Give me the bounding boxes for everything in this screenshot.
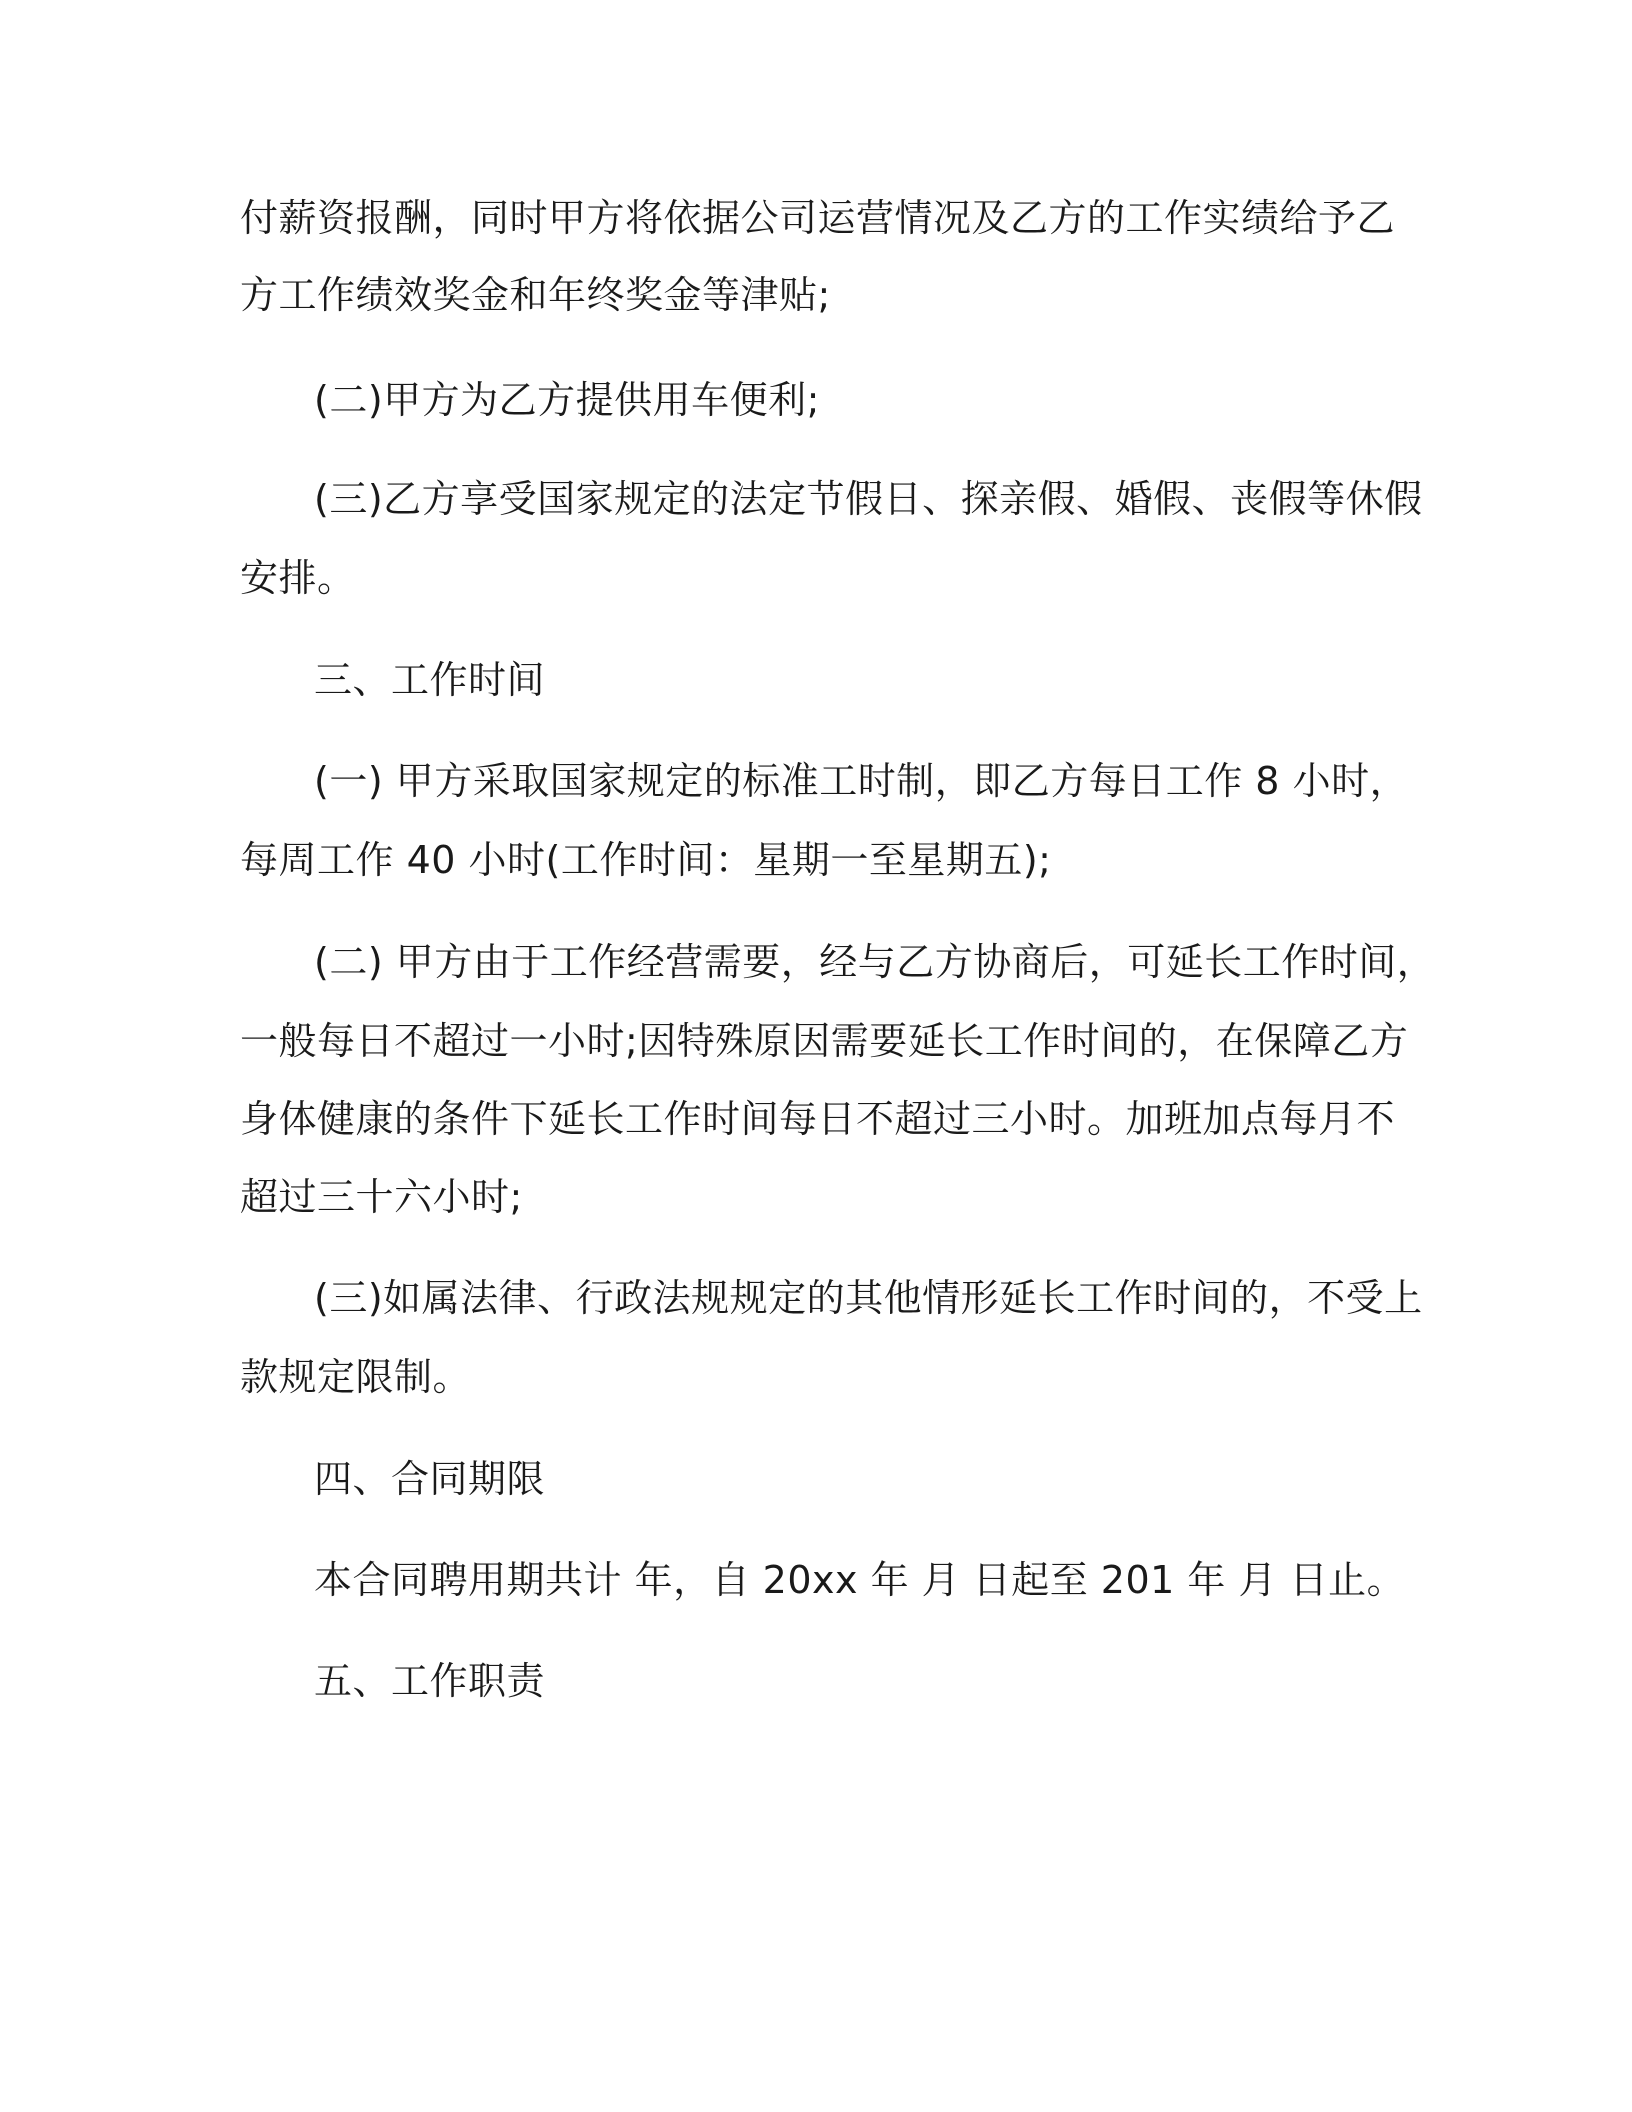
section-heading: 五、工作职责 — [314, 1659, 546, 1703]
text-line: (二)甲方为乙方提供用车便利; — [314, 378, 820, 422]
text-line: 款规定限制。 — [240, 1355, 472, 1399]
text-line: (三)乙方享受国家规定的法定节假日、探亲假、婚假、丧假等休假 — [314, 477, 1423, 521]
text-line: 超过三十六小时; — [240, 1175, 523, 1219]
section-heading: 四、合同期限 — [314, 1457, 546, 1501]
text-line: 付薪资报酬，同时甲方将依据公司运营情况及乙方的工作实绩给予乙 — [240, 196, 1396, 240]
text-line: 每周工作 40 小时(工作时间：星期一至星期五); — [240, 838, 1052, 882]
text-line: 安排。 — [240, 556, 356, 600]
section-heading: 三、工作时间 — [314, 658, 546, 702]
text-line: (三)如属法律、行政法规规定的其他情形延长工作时间的，不受上 — [314, 1276, 1423, 1320]
text-line: 身体健康的条件下延长工作时间每日不超过三小时。加班加点每月不 — [240, 1097, 1396, 1141]
text-line: (二) 甲方由于工作经营需要，经与乙方协商后，可延长工作时间， — [314, 940, 1436, 984]
text-line: 本合同聘用期共计 年，自 20xx 年 月 日起至 201 年 月 日止。 — [314, 1558, 1406, 1602]
text-line: 方工作绩效奖金和年终奖金等津贴; — [240, 273, 831, 317]
text-line: (一) 甲方采取国家规定的标准工时制，即乙方每日工作 8 小时， — [314, 759, 1409, 803]
text-line: 一般每日不超过一小时;因特殊原因需要延长工作时间的，在保障乙方 — [240, 1019, 1409, 1063]
